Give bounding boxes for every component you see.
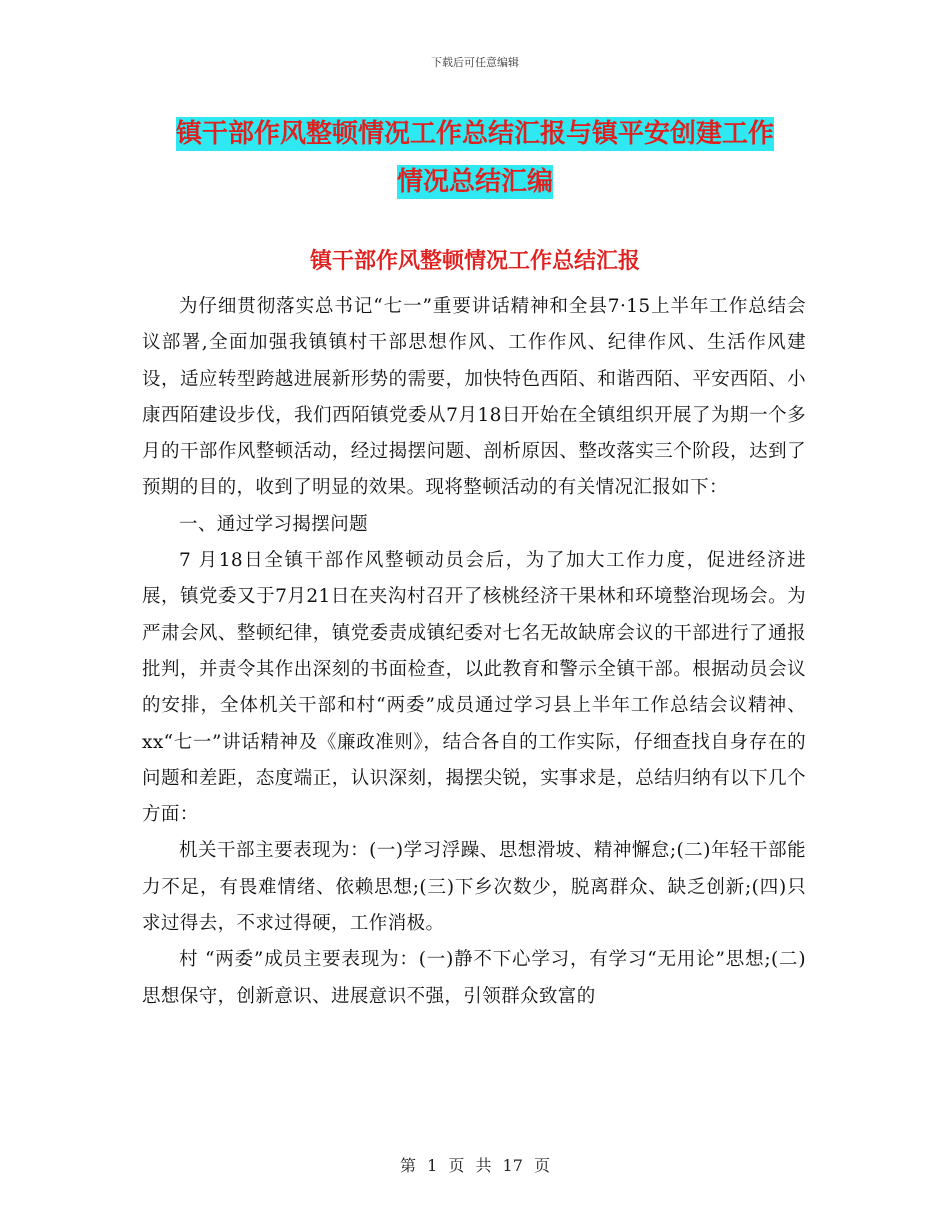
paragraph-intro: 为仔细贯彻落实总书记“七一”重要讲话精神和全县7·15上半年工作总结会议部署,全面加强我镇镇村干部思想作风、工作作风、纪律作风、生活作风建设，适应转型跨越进展新形势的需要，加快特色西陌、和谐西陌、平安西陌、小康西陌建设步伐，我们西陌镇党委从7月18日开始在全镇组织开展了为期一个多月的干部作风整顿活动，经过揭摆问题、剖析原因、整改落实三个阶段，达到了预期的目的，收到了明显的效果。现将整顿活动的有关情况汇报如下： (142, 296, 806, 499)
paragraph-meeting: 7 月18日全镇干部作风整顿动员会后，为了加大工作力度，促进经济进展，镇党委又于7月21日在夹沟村召开了核桃经济干果林和环境整治现场会。为严肃会风、整顿纪律，镇党委责成镇纪委对七名无故缺席会议的干部进行了通报批判，并责令其作出深刻的书面检查，以此教育和警示全镇干部。根据动员会议的安排，全体机关干部和村“两委”成员通过学习县上半年工作总结会议精神、xx“七一”讲话精神及《廉政准则》，结合各自的工作实际，仔细查找自身存在的问题和差距，态度端正，认识深刻，揭摆尖锐，实事求是，总结归纳有以下几个方面： (142, 550, 806, 826)
main-title-line-1: 镇干部作风整顿情况工作总结汇报与镇平安创建工作 (175, 119, 774, 149)
paragraph-heading-1: 一、通过学习揭摆问题 (179, 513, 369, 535)
main-title-line-2: 情况总结汇编 (396, 167, 553, 197)
document-body (142, 289, 806, 1015)
document-main-title (150, 110, 800, 206)
section-title: 镇干部作风整顿情况工作总结汇报 (309, 249, 640, 274)
paragraph-village-issues: 村 “两委”成员主要表现为：(一)静不下心学习，有学习“无用论”思想;(二)思想保守，创新意识、进展意识不强，引领群众致富的 (142, 949, 806, 1007)
header-note: 下载后可任意编辑 (431, 56, 519, 69)
paragraph-cadre-issues: 机关干部主要表现为：(一)学习浮躁、思想滑坡、精神懈怠;(二)年轻干部能力不足，有畏难情绪、依赖思想;(三)下乡次数少，脱离群众、缺乏创新;(四)只求过得去，不求过得硬，工作消极。 (142, 840, 806, 935)
page-number-footer: 第 1 页 共 17 页 (400, 1156, 550, 1175)
